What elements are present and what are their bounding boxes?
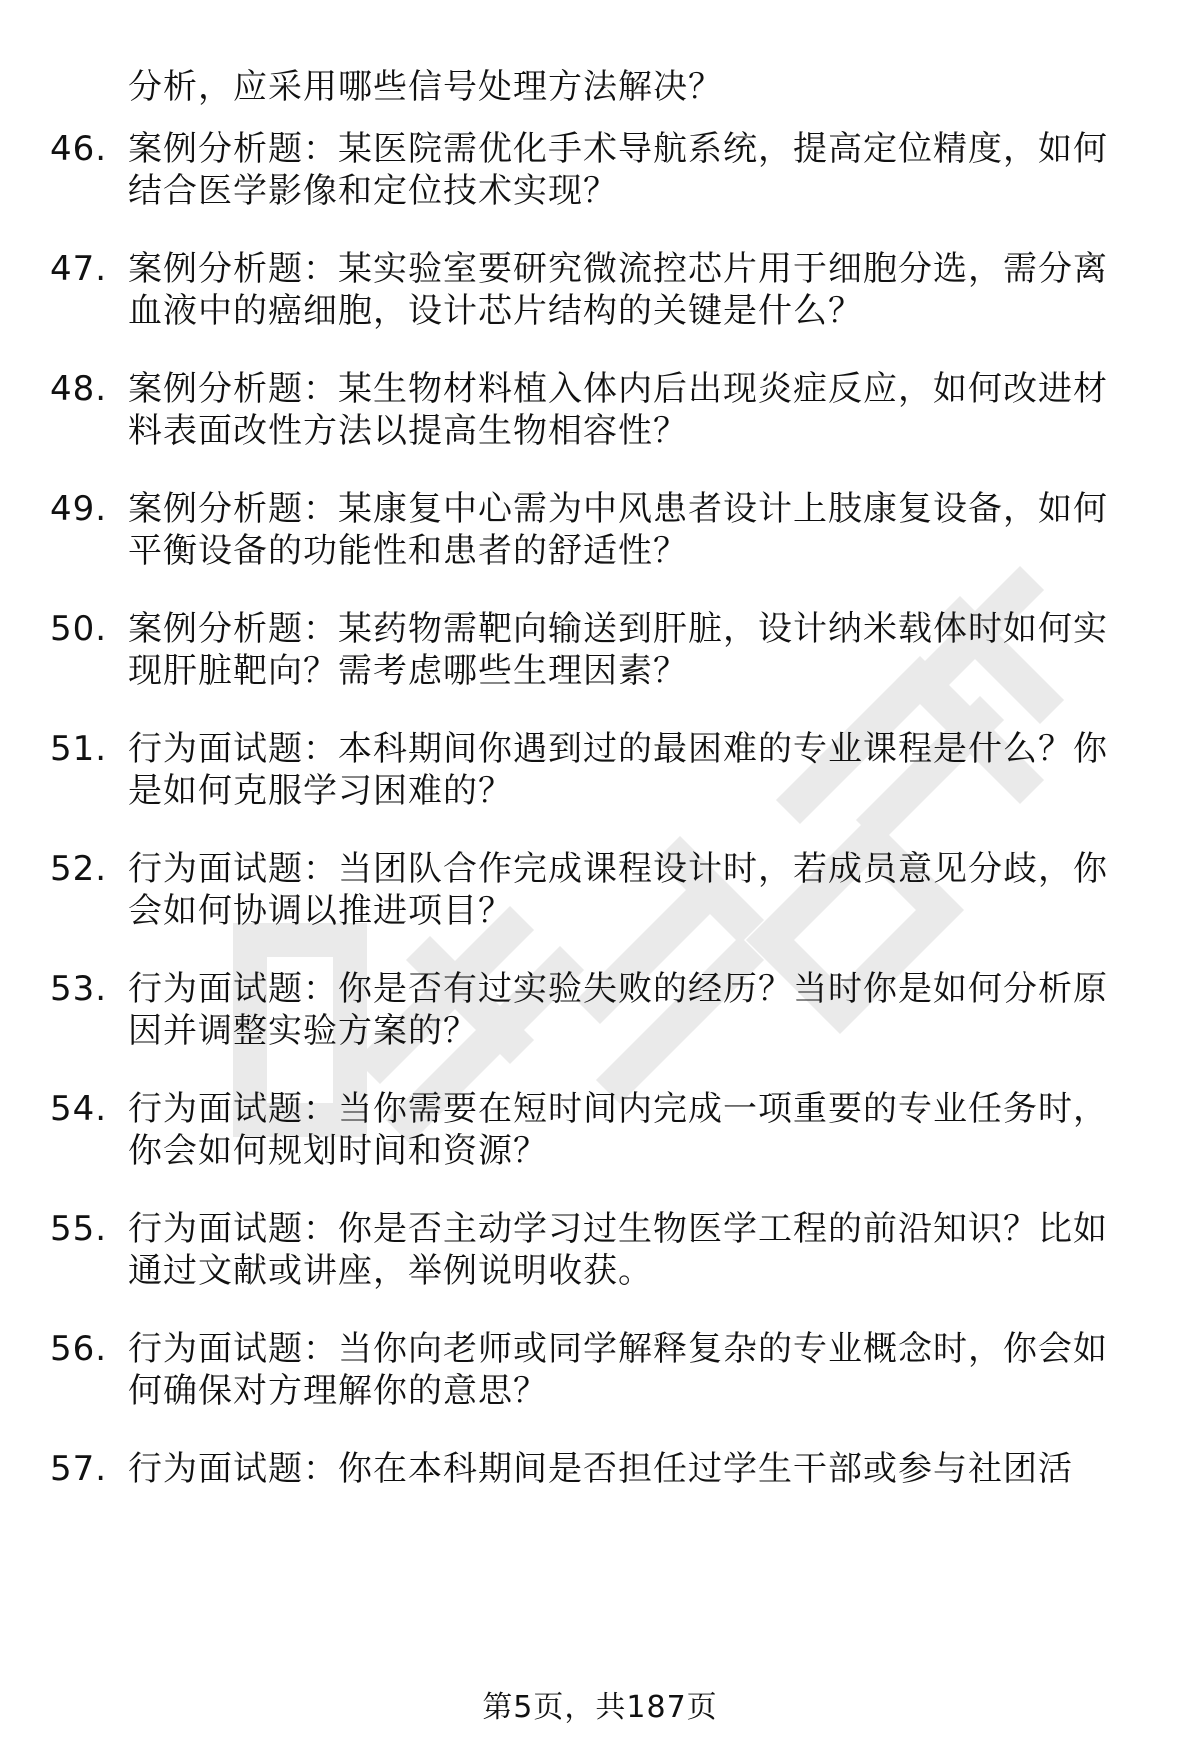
question-line: 案例分析题：某实验室要研究微流控芯片用于细胞分选，需分离 (128, 249, 1108, 289)
question-item (50, 1328, 1160, 1412)
question-line: 行为面试题：当团队合作完成课程设计时，若成员意见分歧，你 (128, 849, 1108, 889)
question-number: 53. (50, 969, 108, 1009)
question-line: 案例分析题：某药物需靶向输送到肝脏，设计纳米载体时如何实 (128, 609, 1108, 649)
question-line: 现肝脏靶向？需考虑哪些生理因素？ (128, 651, 688, 691)
question-number: 52. (50, 849, 108, 889)
question-line: 行为面试题：你是否主动学习过生物医学工程的前沿知识？比如 (128, 1209, 1108, 1249)
question-item (50, 368, 1160, 452)
question-number: 48. (50, 369, 108, 409)
question-number: 49. (50, 489, 108, 529)
question-line: 行为面试题：你在本科期间是否担任过学生干部或参与社团活 (128, 1449, 1073, 1489)
question-line: 料表面改性方法以提高生物相容性？ (128, 411, 688, 451)
question-number: 46. (50, 129, 108, 169)
question-line: 何确保对方理解你的意思？ (128, 1371, 548, 1411)
question-item (50, 248, 1160, 332)
question-item (50, 848, 1160, 932)
question-text (128, 968, 1160, 1052)
question-line: 通过文献或讲座，举例说明收获。 (128, 1251, 653, 1291)
question-number: 57. (50, 1449, 108, 1489)
question-text (128, 248, 1160, 332)
question-line: 你会如何规划时间和资源？ (128, 1131, 548, 1171)
question-line: 行为面试题：本科期间你遇到过的最困难的专业课程是什么？你 (128, 729, 1108, 769)
question-text (128, 368, 1160, 452)
question-text (128, 128, 1160, 212)
question-item (50, 1088, 1160, 1172)
question-number: 50. (50, 609, 108, 649)
question-text (128, 1208, 1160, 1292)
question-line: 案例分析题：某康复中心需为中风患者设计上肢康复设备，如何 (128, 489, 1108, 529)
question-text (128, 488, 1160, 572)
question-text (128, 1328, 1160, 1412)
question-text (128, 1088, 1160, 1172)
question-line: 行为面试题：你是否有过实验失败的经历？当时你是如何分析原 (128, 969, 1108, 1009)
question-item (50, 1448, 1160, 1490)
question-line: 案例分析题：某医院需优化手术导航系统，提高定位精度，如何 (128, 129, 1108, 169)
question-line: 因并调整实验方案的？ (128, 1011, 478, 1051)
question-item (50, 728, 1160, 812)
question-line: 会如何协调以推进项目？ (128, 891, 513, 931)
continued-question-text: 分析，应采用哪些信号处理方法解决？ (128, 67, 723, 107)
question-text (128, 728, 1160, 812)
question-line: 行为面试题：当你需要在短时间内完成一项重要的专业任务时， (128, 1089, 1108, 1129)
question-line: 血液中的癌细胞，设计芯片结构的关键是什么？ (128, 291, 863, 331)
question-number: 47. (50, 249, 108, 289)
question-line: 是如何克服学习困难的？ (128, 771, 513, 811)
question-line: 结合医学影像和定位技术实现？ (128, 171, 618, 211)
question-item (50, 608, 1160, 692)
question-text (128, 608, 1160, 692)
question-text (128, 1448, 1160, 1490)
question-text (128, 848, 1160, 932)
question-line: 案例分析题：某生物材料植入体内后出现炎症反应，如何改进材 (128, 369, 1108, 409)
question-item (50, 968, 1160, 1052)
question-item (50, 488, 1160, 572)
page-footer: 第5页，共187页 (482, 1690, 718, 1725)
question-item (50, 128, 1160, 212)
question-number: 51. (50, 729, 108, 769)
question-number: 54. (50, 1089, 108, 1129)
question-number: 55. (50, 1209, 108, 1249)
question-line: 行为面试题：当你向老师或同学解释复杂的专业概念时，你会如 (128, 1329, 1108, 1369)
question-number: 56. (50, 1329, 108, 1369)
question-item (50, 1208, 1160, 1292)
question-line: 平衡设备的功能性和患者的舒适性？ (128, 531, 688, 571)
